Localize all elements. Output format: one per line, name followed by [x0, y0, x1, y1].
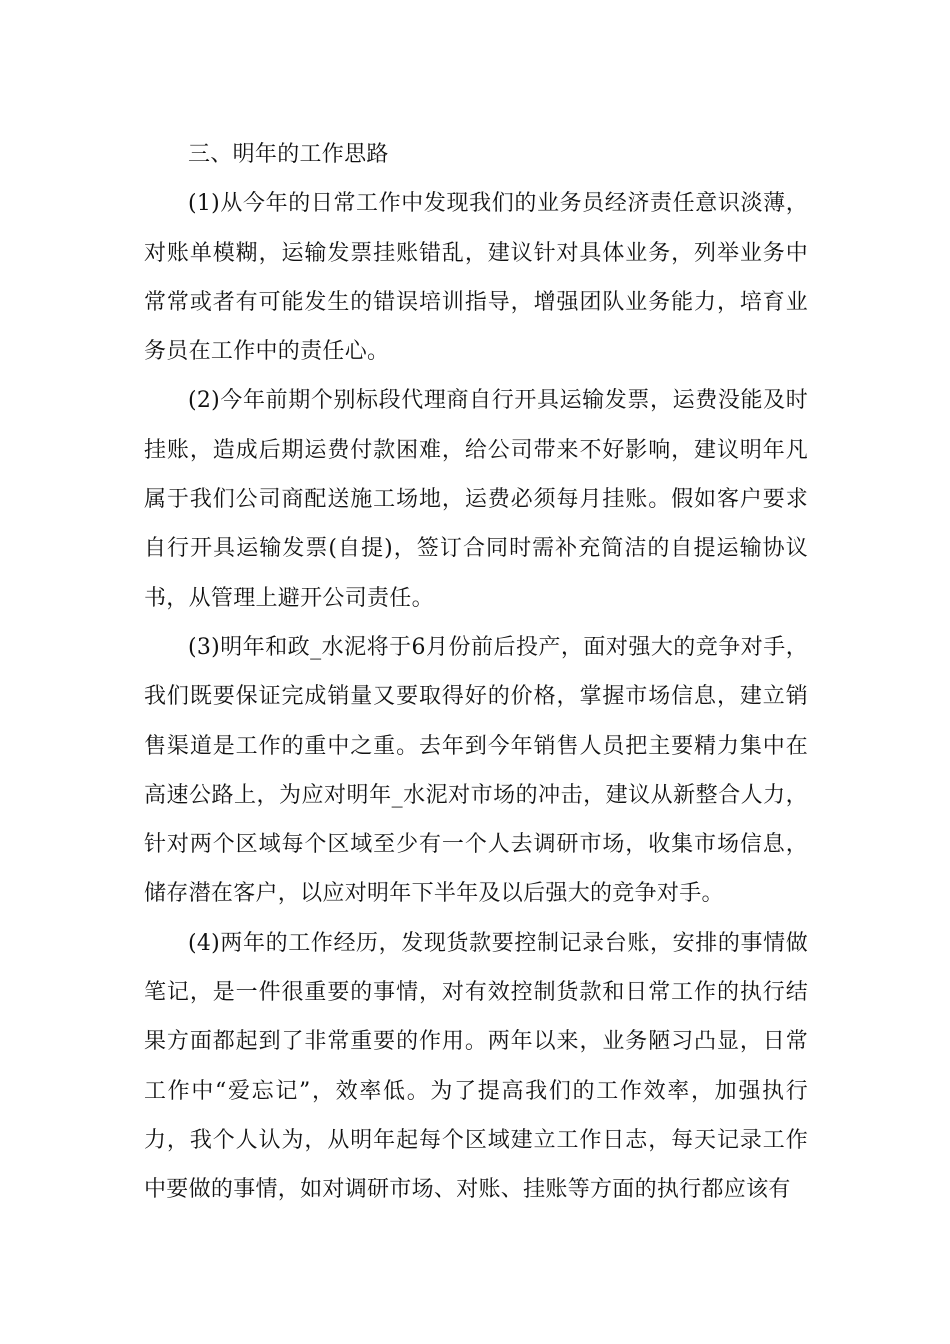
document-body: [144, 130, 808, 1215]
paragraph-3: (3)明年和政_水泥将于6月份前后投产，面对强大的竞争对手，我们既要保证完成销量又要取得好的价格，掌握市场信息，建立销售渠道是工作的重中之重。去年到今年销售人员把主要精力集中在高速公路上，为应对明年_水泥对市场的冲击，建议从新整合人力，针对两个区域每个区域至少有一个人去调研市场，收集市场信息，储存潜在客户，以应对明年下半年及以后强大的竞争对手。: [144, 634, 808, 907]
paragraph-2: (2)今年前期个别标段代理商自行开具运输发票，运费没能及时挂账，造成后期运费付款困难，给公司带来不好影响，建议明年凡属于我们公司商配送施工场地，运费必须每月挂账。假如客户要求自行开具运输发票(自提)，签订合同时需补充简洁的自提运输协议书，从管理上避开公司责任。: [144, 388, 808, 611]
paragraph-4: (4)两年的工作经历，发现货款要控制记录台账，安排的事情做笔记，是一件很重要的事情，对有效控制货款和日常工作的执行结果方面都起到了非常重要的作用。两年以来，业务陋习凸显，日常工作中“爱忘记”，效率低。为了提高我们的工作效率，加强执行力，我个人认为，从明年起每个区域建立工作日志，每天记录工作中要做的事情，如对调研市场、对账、挂账等方面的执行都应该有: [144, 930, 808, 1203]
section-heading: 三、明年的工作思路: [188, 142, 389, 167]
paragraph-1: (1)从今年的日常工作中发现我们的业务员经济责任意识淡薄，对账单模糊，运输发票挂账错乱，建议针对具体业务，列举业务中常常或者有可能发生的错误培训指导，增强团队业务能力，培育业务员在工作中的责任心。: [144, 191, 808, 365]
